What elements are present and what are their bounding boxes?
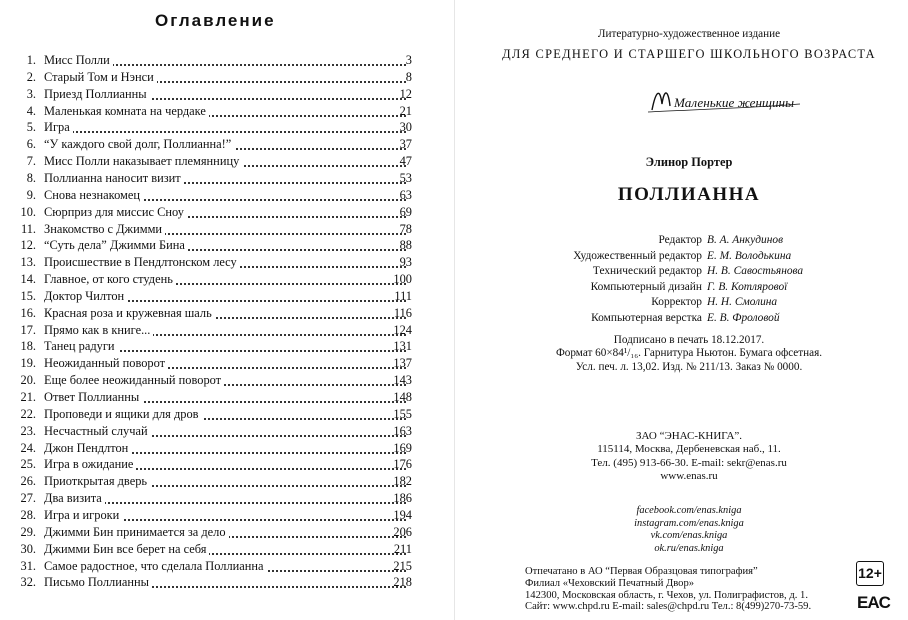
toc-entry-title: Маленькая комната на чердаке bbox=[44, 104, 209, 118]
author-name: Элинор Портер bbox=[645, 155, 733, 169]
toc-entry-title-wrap bbox=[44, 372, 410, 389]
toc-entry-title-wrap bbox=[44, 288, 410, 305]
toc-entry-page: 21 bbox=[399, 103, 412, 118]
toc-entry-number: 22. bbox=[20, 406, 36, 421]
toc-entry-title-wrap bbox=[44, 473, 410, 490]
toc-entry-page: 218 bbox=[393, 575, 412, 590]
toc-entry bbox=[0, 52, 452, 69]
eac-certification-mark: EAC bbox=[857, 593, 890, 612]
toc-entry-title-wrap bbox=[44, 221, 410, 238]
toc-entry-number: 20. bbox=[20, 373, 36, 388]
toc-entry-title: Игра bbox=[44, 120, 73, 134]
toc-entry-page: 137 bbox=[393, 356, 412, 371]
toc-entry-title-wrap bbox=[44, 541, 410, 558]
staff-role: Редактор bbox=[658, 234, 702, 246]
toc-entry-title-wrap bbox=[44, 187, 410, 204]
toc-entry-title: Неожиданный поворот bbox=[44, 356, 168, 370]
toc-entry-title: Приезд Поллианны bbox=[44, 87, 150, 101]
staff-row bbox=[470, 311, 908, 327]
toc-entry-title: Письмо Поллианны bbox=[44, 575, 152, 589]
toc-entry bbox=[0, 237, 452, 254]
social-link: ok.ru/enas.kniga bbox=[654, 542, 724, 554]
toc-entry-title: Два визита bbox=[44, 491, 105, 505]
social-link: facebook.com/enas.kniga bbox=[636, 505, 742, 516]
toc-entry-title: “Суть дела” Джимми Бина bbox=[44, 238, 188, 252]
toc-entry-page: 30 bbox=[399, 120, 412, 135]
staff-role: Корректор bbox=[651, 296, 702, 309]
staff-role: Компьютерная верстка bbox=[591, 311, 702, 324]
toc-entry bbox=[0, 372, 452, 389]
toc-entry-number: 9. bbox=[26, 187, 36, 202]
toc-entry-title-wrap bbox=[44, 558, 410, 575]
staff-name: Н. В. Савостьянова bbox=[707, 265, 804, 278]
toc-entry bbox=[0, 69, 452, 86]
staff-row bbox=[470, 280, 908, 296]
toc-entry bbox=[0, 86, 452, 103]
toc-entry-number: 14. bbox=[20, 272, 36, 287]
toc-entry bbox=[0, 490, 452, 507]
toc-leader-dots bbox=[44, 131, 406, 133]
toc-entry-title-wrap bbox=[44, 204, 410, 221]
toc-entry-page: 12 bbox=[399, 86, 412, 101]
toc-entry-title: Ответ Поллианны bbox=[44, 390, 142, 404]
toc-entry-title-wrap bbox=[44, 490, 410, 507]
toc-entry bbox=[0, 187, 452, 204]
toc-entry-title-wrap bbox=[44, 86, 410, 103]
toc-entry-page: 143 bbox=[393, 373, 412, 388]
toc-entry bbox=[0, 170, 452, 187]
toc-entry-number: 26. bbox=[20, 474, 36, 489]
toc-entry-title-wrap bbox=[44, 170, 410, 187]
toc-entry-number: 6. bbox=[26, 137, 36, 152]
genre-line: Литературно-художественное издание bbox=[597, 28, 781, 40]
toc-entry-number: 23. bbox=[20, 423, 36, 438]
toc-entry-title-wrap bbox=[44, 69, 410, 86]
staff-name: Е. В. Фроловой bbox=[707, 311, 780, 324]
toc-entry-number: 19. bbox=[20, 356, 36, 371]
toc-entry-number: 5. bbox=[26, 120, 36, 135]
toc-entry-number: 31. bbox=[20, 558, 36, 573]
toc-entry-number: 29. bbox=[20, 524, 36, 539]
toc-entry-title-wrap bbox=[44, 406, 410, 423]
staff-name: Г. В. Котлярової bbox=[707, 280, 788, 293]
toc-entry-page: 169 bbox=[393, 440, 412, 455]
toc-entry-number: 10. bbox=[20, 204, 36, 219]
toc-entry-title-wrap bbox=[44, 456, 410, 473]
page-gutter bbox=[454, 0, 455, 620]
toc-entry bbox=[0, 221, 452, 238]
toc-entry-page: 131 bbox=[393, 339, 412, 354]
toc-entry-title-wrap bbox=[44, 153, 410, 170]
social-link: vk.com/enas.kniga bbox=[650, 530, 728, 542]
toc-entry bbox=[0, 440, 452, 457]
toc-entry bbox=[0, 406, 452, 423]
toc-entry-title: Происшествие в Пендлтонском лесу bbox=[44, 255, 240, 269]
social-links bbox=[470, 505, 908, 555]
toc-entry-title: Игра и игроки bbox=[44, 508, 122, 522]
toc-entry-number: 4. bbox=[26, 103, 36, 118]
toc-entry-title: Старый Том и Нэнси bbox=[44, 70, 157, 84]
social-link: instagram.com/enas.kniga bbox=[634, 517, 744, 529]
toc-entry bbox=[0, 322, 452, 339]
toc-entry-title-wrap bbox=[44, 507, 410, 524]
toc-entry bbox=[0, 271, 452, 288]
toc-entry-number: 7. bbox=[26, 154, 36, 169]
staff-name: В. А. Анкудинов bbox=[707, 234, 784, 246]
toc-entry-title: Танец радуги bbox=[44, 339, 118, 353]
toc-entry-title-wrap bbox=[44, 338, 410, 355]
toc-entry-title: Поллианна наносит визит bbox=[44, 171, 184, 185]
publisher-line: 115114, Москва, Дербеневская наб., 11. bbox=[597, 443, 781, 456]
toc-entry-page: 215 bbox=[393, 558, 412, 573]
toc-entry bbox=[0, 355, 452, 372]
toc-entry-number: 21. bbox=[20, 390, 36, 404]
toc-entry-title: Еще более неожиданный поворот bbox=[44, 373, 224, 387]
toc-entry-number: 25. bbox=[20, 457, 36, 472]
toc-entry-title-wrap bbox=[44, 322, 410, 339]
toc-entry-page: 88 bbox=[399, 238, 412, 253]
printer-line: Филиал «Чеховский Печатный Двор» bbox=[525, 577, 695, 589]
toc-entry bbox=[0, 574, 452, 591]
toc-entry-page: 37 bbox=[399, 137, 412, 152]
toc-entry-number: 17. bbox=[20, 322, 36, 337]
toc-entry-number: 15. bbox=[20, 288, 36, 303]
toc-entry-title-wrap bbox=[44, 355, 410, 372]
staff-role: Компьютерный дизайн bbox=[590, 280, 702, 293]
toc-entry-number: 11. bbox=[20, 221, 36, 236]
toc-entry-number: 16. bbox=[20, 305, 36, 320]
staff-row bbox=[470, 233, 908, 249]
toc-entry-number: 13. bbox=[20, 255, 36, 270]
toc-entry bbox=[0, 119, 452, 136]
toc-entry-title-wrap bbox=[44, 52, 410, 69]
toc-entry-page: 111 bbox=[394, 288, 412, 303]
toc-entry-title: Снова незнакомец bbox=[44, 188, 143, 202]
toc-entry-number: 12. bbox=[20, 238, 36, 253]
toc-entry bbox=[0, 389, 452, 406]
toc-entry-title: Джимми Бин принимается за дело bbox=[44, 525, 229, 539]
toc-entry-title: Мисс Полли bbox=[44, 53, 113, 67]
toc-entry-page: 93 bbox=[399, 255, 412, 270]
toc-entry-number: 2. bbox=[26, 69, 36, 84]
staff-role: Художественный редактор bbox=[573, 249, 702, 262]
staff-name: Е. М. Володькина bbox=[707, 249, 792, 262]
print-info bbox=[470, 334, 908, 374]
toc-entry-page: 206 bbox=[393, 524, 412, 539]
toc-entry-title: Самое радостное, что сделала Поллианна bbox=[44, 559, 267, 573]
toc-entry-title-wrap bbox=[44, 254, 410, 271]
toc-entry-title-wrap bbox=[44, 574, 410, 591]
toc-entry bbox=[0, 338, 452, 355]
toc-entry-page: 63 bbox=[399, 187, 412, 202]
toc-entry-title: Мисс Полли наказывает племянницу bbox=[44, 154, 242, 168]
toc-entry-number: 24. bbox=[20, 440, 36, 455]
print-info-line: Подписано в печать 18.12.2017. bbox=[613, 334, 765, 346]
toc-entry-title-wrap bbox=[44, 237, 410, 254]
toc-entry-title-wrap bbox=[44, 136, 410, 153]
toc-entry-title: Знакомство с Джимми bbox=[44, 222, 165, 236]
staff-list bbox=[470, 233, 908, 327]
staff-row bbox=[470, 295, 908, 311]
toc-entry-title: Приоткрытая дверь bbox=[44, 474, 150, 488]
toc-entry-title: “У каждого свой долг, Поллианна!” bbox=[44, 137, 234, 151]
toc-entry-page: 155 bbox=[393, 406, 412, 421]
toc-entry-page: 116 bbox=[393, 305, 412, 320]
toc-entry bbox=[0, 423, 452, 440]
toc-entry-title-wrap bbox=[44, 389, 410, 406]
toc-entry-title: Игра в ожидание bbox=[44, 457, 136, 471]
printer-line: Сайт: www.chpd.ru E-mail: sales@chpd.ru Тел.: 8(499)270-73-59. bbox=[525, 601, 812, 613]
audience-line: ДЛЯ СРЕДНЕГО И СТАРШЕГО ШКОЛЬНОГО ВОЗРАСТА bbox=[502, 47, 876, 61]
toc-entry bbox=[0, 524, 452, 541]
staff-name: Н. Н. Смолина bbox=[707, 296, 778, 309]
toc-entry-title: Сюрприз для миссис Сноу bbox=[44, 205, 187, 219]
staff-role: Технический редактор bbox=[592, 265, 702, 278]
toc-entry bbox=[0, 507, 452, 524]
toc-entry-number: 1. bbox=[26, 53, 36, 67]
imprint-page bbox=[470, 0, 908, 620]
toc-entry-title-wrap bbox=[44, 524, 410, 541]
publisher-info bbox=[470, 430, 908, 484]
toc-entry-page: 3 bbox=[405, 53, 412, 67]
age-rating-badge: 12+ bbox=[856, 561, 884, 586]
toc-entry-title-wrap bbox=[44, 103, 410, 120]
staff-row bbox=[470, 249, 908, 265]
staff-row bbox=[470, 264, 908, 280]
print-info-line: Усл. печ. л. 13,02. Изд. № 211/13. Заказ № 0000. bbox=[575, 360, 803, 373]
toc-entry-title: Прямо как в книге... bbox=[44, 323, 153, 337]
printer-line: Отпечатано в АО “Первая Образцовая типография” bbox=[525, 566, 758, 577]
toc-entry-page: 100 bbox=[393, 272, 412, 287]
toc-entry-page: 163 bbox=[393, 423, 412, 438]
toc-entry-number: 32. bbox=[20, 575, 36, 590]
toc-entry-title-wrap bbox=[44, 271, 410, 288]
publisher-line: ЗАО “ЭНАС-КНИГА”. bbox=[635, 430, 743, 442]
toc-entry-number: 28. bbox=[20, 507, 36, 522]
toc-entry-page: 182 bbox=[393, 474, 412, 489]
toc-entry-number: 27. bbox=[20, 491, 36, 506]
toc-entry-title: Доктор Чилтон bbox=[44, 289, 127, 303]
toc-entry-page: 211 bbox=[393, 541, 412, 556]
printer-line: 142300, Московская область, г. Чехов, ул. Полиграфистов, д. 1. bbox=[525, 589, 808, 601]
toc-entry-title: Главное, от кого студень bbox=[44, 272, 176, 286]
toc-entry-page: 8 bbox=[405, 69, 412, 84]
toc-entry bbox=[0, 541, 452, 558]
toc-entry-page: 124 bbox=[393, 322, 412, 337]
toc-entry-title-wrap bbox=[44, 440, 410, 457]
toc-entry bbox=[0, 153, 452, 170]
toc-entry-title-wrap bbox=[44, 423, 410, 440]
toc-entry bbox=[0, 254, 452, 271]
toc-entry bbox=[0, 473, 452, 490]
toc-entry bbox=[0, 456, 452, 473]
toc-entry-page: 176 bbox=[393, 457, 412, 472]
toc-entry-title: Несчастный случай bbox=[44, 424, 151, 438]
print-info-line: Формат 60×84¹/₁₆. Гарнитура Ньютон. Бумага офсетная. bbox=[555, 347, 823, 360]
toc-entry bbox=[0, 103, 452, 120]
toc-entry-number: 3. bbox=[26, 86, 36, 101]
toc-entry-page: 194 bbox=[393, 507, 412, 522]
publisher-line: www.enas.ru bbox=[660, 470, 718, 483]
toc-entry-page: 53 bbox=[399, 170, 412, 185]
publisher-line: Тел. (495) 913-66-30. E-mail: sekr@enas.ru bbox=[591, 456, 787, 469]
toc-entry-page: 69 bbox=[399, 204, 412, 219]
series-logo-text: Маленькие женщины bbox=[672, 95, 795, 110]
toc-entry-page: 186 bbox=[393, 491, 412, 506]
toc-entry-title-wrap bbox=[44, 305, 410, 322]
toc-title: Оглавление bbox=[155, 11, 276, 30]
toc-entry-page: 78 bbox=[399, 221, 412, 236]
toc-entry-title: Проповеди и ящики для дров bbox=[44, 407, 202, 421]
toc-entry bbox=[0, 558, 452, 575]
toc-entry-title: Красная роза и кружевная шаль bbox=[44, 306, 215, 320]
toc-entry-title: Джимми Бин все берет на себя bbox=[44, 542, 209, 556]
toc-entry-title: Джон Пендлтон bbox=[44, 441, 131, 455]
toc-entry bbox=[0, 305, 452, 322]
toc-entry-number: 18. bbox=[20, 339, 36, 354]
toc-entry-title-wrap bbox=[44, 119, 410, 136]
toc-entry bbox=[0, 288, 452, 305]
toc-page bbox=[0, 0, 452, 620]
toc-entry bbox=[0, 204, 452, 221]
toc-entry bbox=[0, 136, 452, 153]
printer-info bbox=[525, 566, 845, 613]
series-logo bbox=[644, 82, 804, 122]
book-title: ПОЛЛИАННА bbox=[617, 184, 761, 205]
toc-entry-number: 8. bbox=[26, 170, 36, 185]
toc-entry-number: 30. bbox=[20, 541, 36, 556]
toc-entry-page: 148 bbox=[393, 390, 412, 404]
toc-entry-page: 47 bbox=[399, 154, 412, 169]
